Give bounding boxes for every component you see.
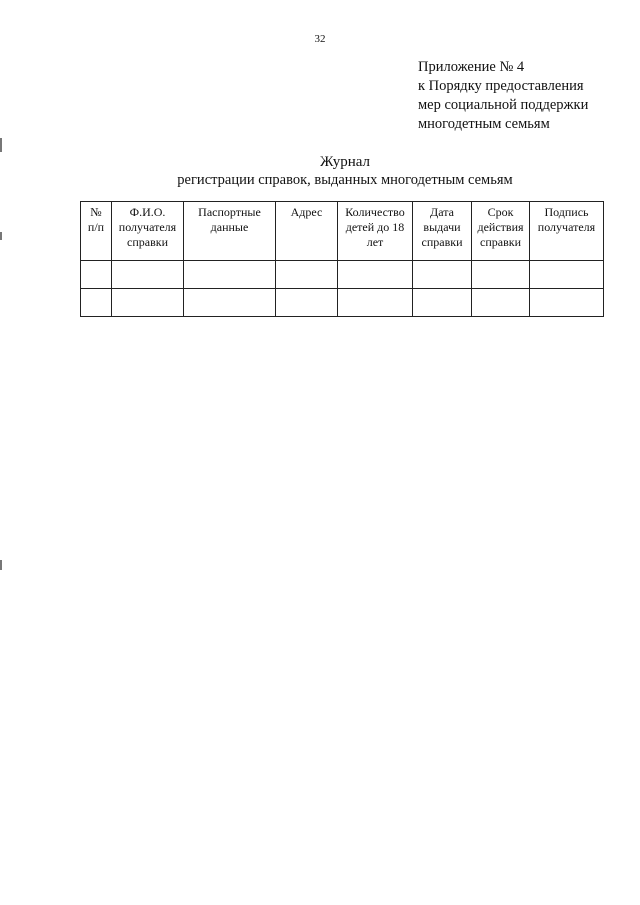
table-cell	[472, 261, 530, 289]
column-header-line: справки	[480, 235, 521, 249]
column-header	[530, 202, 604, 261]
table-cell	[413, 261, 472, 289]
column-header-line: справки	[421, 235, 463, 249]
column-header-line: данные	[210, 220, 249, 234]
table-cell	[81, 289, 112, 317]
appendix-line: к Порядку предоставления	[418, 78, 584, 94]
journal-title: Журнал	[319, 154, 370, 170]
column-header	[472, 202, 530, 261]
column-header-line: лет	[366, 235, 384, 249]
column-header-line: получателя	[118, 220, 177, 234]
column-header-line: Ф.И.О.	[129, 205, 166, 219]
table-cell	[276, 261, 338, 289]
table-cell	[472, 289, 530, 317]
appendix-line: Приложение № 4	[418, 59, 525, 75]
column-header-line: Количество	[345, 205, 405, 219]
table-cell	[338, 289, 413, 317]
journal-table	[80, 201, 604, 317]
table-cell	[530, 289, 604, 317]
table-cell	[81, 261, 112, 289]
column-header	[112, 202, 184, 261]
column-header-line: п/п	[87, 220, 105, 234]
table-row	[81, 261, 604, 289]
column-header-line: Адрес	[290, 205, 323, 219]
column-header-line: справки	[127, 235, 168, 249]
column-header	[413, 202, 472, 261]
column-header-line: выдачи	[423, 220, 461, 234]
table-row	[81, 289, 604, 317]
table-body	[81, 261, 604, 317]
column-header-line: Паспортные	[198, 205, 261, 219]
column-header-line: действия	[477, 220, 524, 234]
table-cell	[112, 261, 184, 289]
scan-edge-mark	[0, 138, 2, 152]
column-header-line: получателя	[537, 220, 596, 234]
header-row	[81, 202, 604, 261]
table-cell	[184, 261, 276, 289]
page-number: 32	[314, 33, 326, 45]
column-header	[338, 202, 413, 261]
appendix-block	[418, 58, 588, 134]
table-cell	[530, 261, 604, 289]
column-header	[276, 202, 338, 261]
column-header-line: детей до 18	[345, 220, 405, 234]
column-header	[184, 202, 276, 261]
table-cell	[276, 289, 338, 317]
table-cell	[184, 289, 276, 317]
appendix-line: мер социальной поддержки	[418, 97, 589, 113]
journal-subtitle: регистрации справок, выданных многодетным семьям	[177, 172, 513, 188]
column-header-line: Подпись	[544, 205, 589, 219]
scan-edge-mark	[0, 232, 2, 240]
table-cell	[413, 289, 472, 317]
appendix-line: многодетным семьям	[418, 116, 550, 132]
column-header-line: №	[90, 205, 102, 219]
table-cell	[112, 289, 184, 317]
column-header	[81, 202, 112, 261]
column-header-line: Срок	[487, 205, 514, 219]
column-header-line: Дата	[430, 205, 454, 219]
table-cell	[338, 261, 413, 289]
scan-edge-mark	[0, 560, 2, 570]
